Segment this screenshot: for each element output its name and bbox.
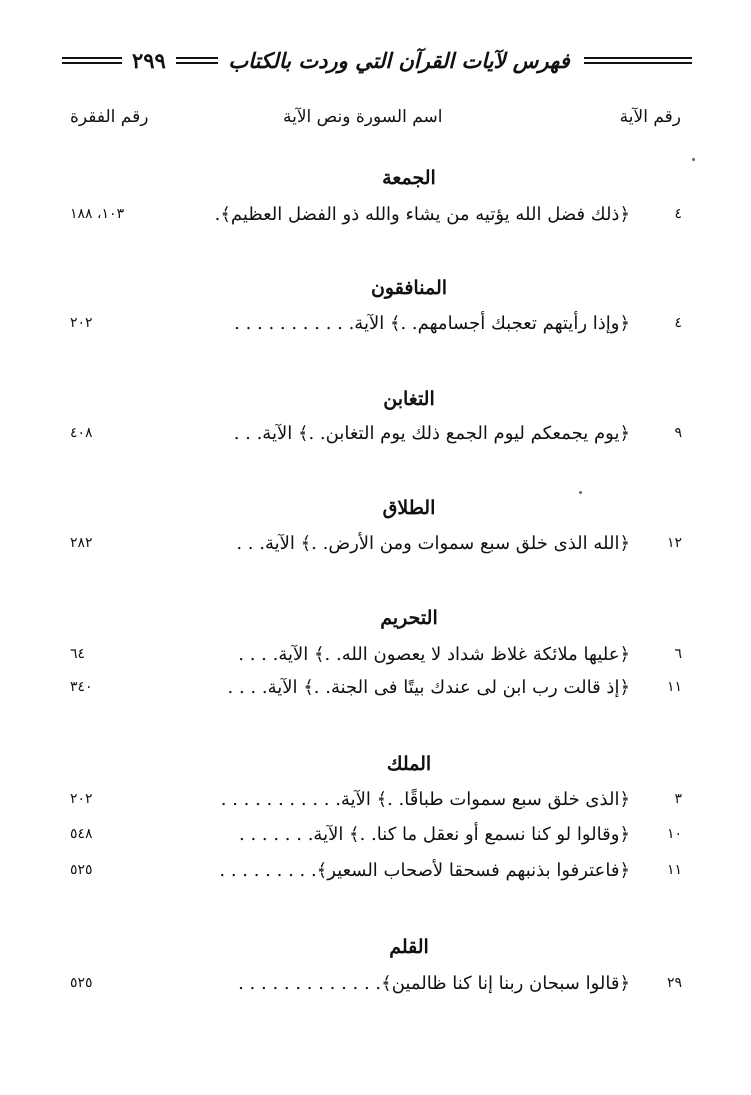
print-speck <box>692 158 695 161</box>
ayah-number: ٢٩ <box>666 975 682 991</box>
verse-text: ﴿إذ قالت رب ابن لى عندك بيتًا فى الجنة. .﴾ الآية. . . . <box>227 677 630 698</box>
verse-text: ﴿قالوا سبحان ربنا إنا كنا ظالمين﴾. . . . . . . . . . . . . <box>238 973 630 994</box>
verse-text: ﴿يوم يجمعكم ليوم الجمع ذلك يوم التغابن. .﴾ الآية. . . <box>233 423 630 444</box>
section-title-at-taghabun: التغابن <box>383 388 435 410</box>
column-heading-surah-text: اسم السورة ونص الآية <box>283 107 443 127</box>
verse-text: ﴿الله الذى خلق سبع سموات ومن الأرض. .﴾ الآية. . . <box>236 533 630 554</box>
index-entry <box>70 533 682 563</box>
section-title-al-mulk: الملك <box>386 753 432 775</box>
paragraph-number: ٢٠٢ <box>70 315 93 331</box>
ayah-number: ١٠ <box>666 826 682 842</box>
verse-text: ﴿وقالوا لو كنا نسمع أو نعقل ما كنا. .﴾ الآية. . . . . . . <box>239 824 630 845</box>
column-heading-paragraph-number: رقم الفقرة <box>70 107 149 127</box>
paragraph-number: ٦٤ <box>70 646 86 662</box>
ayah-number: ٤ <box>674 315 682 331</box>
section-title-at-tahrim: التحريم <box>380 607 438 629</box>
index-entry <box>70 644 682 674</box>
ayah-number: ٩ <box>674 425 682 441</box>
verse-text: ﴿فاعترفوا بذنبهم فسحقا لأصحاب السعير﴾. . . . . . . . . <box>219 860 630 881</box>
print-speck <box>579 491 582 494</box>
paragraph-number: ٢٨٢ <box>70 535 93 551</box>
header-rule-middle <box>176 57 219 64</box>
paragraph-number: ٥٢٥ <box>70 862 93 878</box>
section-title-al-jumuah: الجمعة <box>382 167 436 189</box>
index-entry <box>70 204 682 234</box>
header-rule-left <box>62 57 122 64</box>
running-header <box>62 40 692 80</box>
paragraph-number: ٣٤٠ <box>70 679 93 695</box>
section-title-al-munafiqun: المنافقون <box>370 277 448 299</box>
paragraph-number: ٥٤٨ <box>70 826 93 842</box>
ayah-number: ١٢ <box>666 535 682 551</box>
ayah-number: ١١ <box>666 862 682 878</box>
verse-text: ﴿الذى خلق سبع سموات طباقًا. .﴾ الآية. . . . . . . . . . . <box>220 789 630 810</box>
page-number: ٢٩٩ <box>131 47 166 73</box>
ayah-number: ١١ <box>666 679 682 695</box>
index-entry <box>70 973 682 1003</box>
ayah-number: ٦ <box>674 646 682 662</box>
paragraph-number: ٥٢٥ <box>70 975 93 991</box>
index-entry <box>70 824 682 854</box>
index-entry <box>70 789 682 819</box>
index-entry <box>70 677 682 707</box>
ayah-number: ٤ <box>674 206 682 222</box>
ayah-number: ٣ <box>674 791 682 807</box>
header-rule-right <box>584 57 692 64</box>
column-heading-ayah-number: رقم الآية <box>619 107 681 127</box>
paragraph-number: ٢٠٢ <box>70 791 93 807</box>
verse-text: ﴿وإذا رأيتهم تعجبك أجسامهم. .﴾ الآية. . . . . . . . . . . <box>234 313 630 334</box>
index-entry <box>70 860 682 890</box>
section-title-al-qalam: القلم <box>389 936 429 958</box>
index-entry <box>70 423 682 453</box>
verse-text: ﴿ذلك فضل الله يؤتيه من يشاء والله ذو الفضل العظيم﴾. <box>214 204 630 225</box>
paragraph-number: ٤٠٨ <box>70 425 93 441</box>
verse-text: ﴿عليها ملائكة غلاظ شداد لا يعصون الله. .﴾ الآية. . . . <box>238 644 630 665</box>
section-title-at-talaq: الطلاق <box>382 497 436 519</box>
header-title: فهرس لآيات القرآن التي وردت بالكتاب <box>228 47 570 73</box>
index-entry <box>70 313 682 343</box>
paragraph-number: ١٠٣، ١٨٨ <box>70 206 125 222</box>
